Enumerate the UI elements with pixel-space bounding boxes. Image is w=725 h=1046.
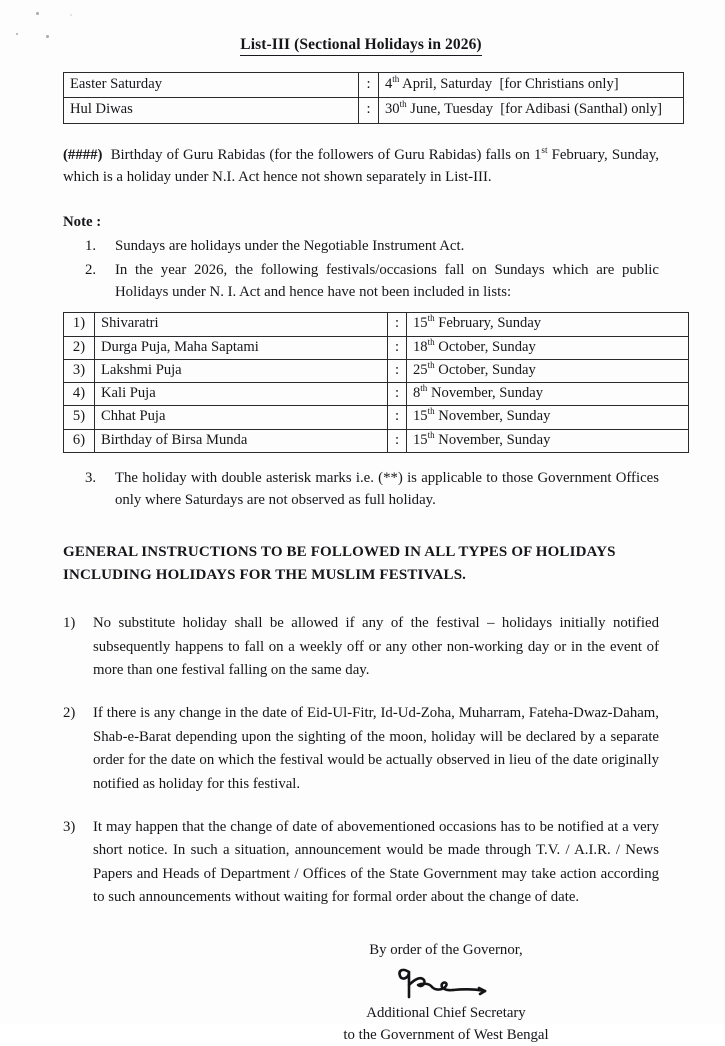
ordinal-suffix: th — [399, 99, 407, 110]
rabidas-note-paragraph — [63, 144, 659, 188]
by-order-line: By order of the Governor, — [369, 942, 523, 959]
table-row — [64, 406, 689, 429]
festival-name-cell: Durga Puja, Maha Saptami — [95, 336, 388, 359]
festival-name-cell: Lakshmi Puja — [95, 359, 388, 382]
scan-speck — [36, 12, 39, 15]
list-item-text: In the year 2026, the following festivals/occasions fall on Sundays which are public Holidays under N. I. Act and hence have not been included in lists: — [115, 262, 659, 301]
row-index-cell: 2) — [64, 336, 95, 359]
day-number: 15 — [413, 315, 428, 332]
ordinal-suffix: th — [427, 336, 435, 347]
colon-cell: : — [388, 313, 407, 336]
table-row — [64, 73, 684, 98]
row-index-cell: 6) — [64, 429, 95, 452]
row-index-cell: 3) — [64, 359, 95, 382]
rabidas-text-before: Birthday of Guru Rabidas (for the followers of Guru Rabidas) falls on 1 — [110, 146, 542, 163]
festival-name-cell: Kali Puja — [95, 383, 388, 406]
holiday-date-cell — [379, 73, 684, 98]
table-row — [64, 429, 689, 452]
day-number: 15 — [413, 431, 428, 448]
list-marker: 3. — [85, 469, 97, 486]
colon-cell: : — [388, 406, 407, 429]
row-index-cell: 4) — [64, 383, 95, 406]
colon-cell: : — [388, 359, 407, 382]
colon-cell: : — [388, 336, 407, 359]
day-number: 8 — [413, 385, 421, 402]
date-text: June, Tuesday — [406, 101, 493, 118]
holiday-date-cell — [379, 98, 684, 123]
list-item-text: If there is any change in the date of Eid-Ul-Fitr, Id-Ud-Zoha, Muharram, Fateha-Dwaz-Daham, Shab-e-Barat depending upon the sighting of the moon, holiday will be declared by a separate order for the date on which the festival would be actually observed in lieu of the date originally notified as holiday for this festival. — [93, 705, 659, 792]
heading-line-1: GENERAL INSTRUCTIONS TO BE FOLLOWED IN ALL TYPES OF HOLIDAYS — [63, 544, 616, 561]
list-marker: 2. — [85, 262, 97, 279]
list-item-text: The holiday with double asterisk marks i.e. (**) is applicable to those Government Offices only where Saturdays are not observed as full holiday. — [115, 469, 659, 509]
festival-name-cell: Chhat Puja — [95, 406, 388, 429]
date-text: November, Sunday — [434, 408, 551, 425]
list-item-text: Sundays are holidays under the Negotiable Instrument Act. — [115, 237, 465, 254]
ordinal-suffix: th — [427, 429, 435, 440]
table-row — [64, 313, 689, 336]
date-text: April, Saturday — [399, 76, 493, 92]
note-list — [63, 235, 659, 304]
day-number: 25 — [413, 361, 428, 378]
note-list-continued — [63, 467, 659, 511]
date-text: February, Sunday — [434, 315, 542, 332]
signature-mark — [233, 962, 659, 1002]
list-item — [85, 235, 659, 257]
ordinal-suffix: th — [420, 383, 428, 394]
list-item-text: It may happen that the change of date of abovementioned occasions has to be notified at a very short notice. In such a situation, announcement would be made through T.V. / A.I.R. / News Papers and Heads of Department / Offices of the State Government may take action according to such announcements without waiting for formal order about the change of date. — [93, 818, 659, 906]
signature-block — [63, 939, 659, 1046]
page-title-wrap — [63, 0, 659, 56]
row-index-cell: 5) — [64, 406, 95, 429]
list-item — [63, 816, 659, 910]
general-instructions-heading — [63, 541, 659, 586]
date-text: October, Sunday — [434, 361, 536, 378]
day-number: 4 — [385, 76, 393, 92]
colon-cell: : — [388, 429, 407, 452]
festival-date-cell — [407, 383, 689, 406]
holiday-note: [for Adibasi (Santhal) only] — [500, 101, 663, 118]
list-item — [63, 702, 659, 796]
list-item — [85, 467, 659, 511]
heading-line-2: INCLUDING HOLIDAYS FOR THE MUSLIM FESTIVALS. — [63, 566, 467, 583]
list-marker: 1. — [85, 237, 97, 254]
table-row — [64, 383, 689, 406]
table-row — [64, 98, 684, 123]
general-instructions-list — [63, 612, 659, 909]
signatory-designation: Additional Chief Secretary — [366, 1004, 526, 1021]
scan-speck — [16, 33, 18, 35]
list-item-text: No substitute holiday shall be allowed if any of the festival – holidays initially notified subsequently happens to fall on a weekly off or any other non-working day or in the event of more than one festival falling on the same day. — [93, 615, 659, 679]
rabidas-text-after: February, Sunday, which is a holiday under N.I. Act hence not shown separately in List-III. — [63, 146, 659, 185]
day-number: 15 — [413, 408, 428, 425]
page-title: List-III (Sectional Holidays in 2026) — [240, 36, 481, 56]
list-marker: 1) — [63, 615, 76, 632]
holiday-note: [for Christians only] — [499, 76, 619, 92]
festival-name-cell: Shivaratri — [95, 313, 388, 336]
date-text: October, Sunday — [434, 338, 536, 355]
ordinal-suffix: st — [541, 144, 548, 155]
note-label: Note : — [63, 213, 102, 230]
colon-cell: : — [359, 73, 379, 98]
signatory-authority: to the Government of West Bengal — [343, 1026, 549, 1043]
document-body — [63, 0, 663, 1046]
colon-cell: : — [388, 383, 407, 406]
table-row — [64, 359, 689, 382]
day-number: 30 — [385, 101, 400, 118]
ordinal-suffix: th — [427, 360, 435, 371]
scan-speck — [46, 35, 49, 38]
ordinal-suffix: th — [392, 74, 400, 85]
date-text: November, Sunday — [434, 431, 551, 448]
festival-date-cell — [407, 406, 689, 429]
date-text: November, Sunday — [427, 385, 544, 402]
sectional-holidays-table — [63, 72, 684, 124]
colon-cell: : — [359, 98, 379, 123]
list-item — [63, 612, 659, 682]
holiday-name-cell: Hul Diwas — [64, 98, 359, 123]
day-number: 18 — [413, 338, 428, 355]
table-row — [64, 336, 689, 359]
list-marker: 3) — [63, 818, 76, 835]
rabidas-marker: (####) — [63, 146, 103, 163]
list-item — [85, 259, 659, 303]
holiday-name-cell: Easter Saturday — [64, 73, 359, 98]
festival-name-cell: Birthday of Birsa Munda — [95, 429, 388, 452]
festival-date-cell — [407, 429, 689, 452]
festival-date-cell — [407, 313, 689, 336]
festival-date-cell — [407, 336, 689, 359]
festival-date-cell — [407, 359, 689, 382]
sunday-festivals-table — [63, 312, 689, 453]
ordinal-suffix: th — [427, 313, 435, 324]
row-index-cell: 1) — [64, 313, 95, 336]
ordinal-suffix: th — [427, 406, 435, 417]
list-marker: 2) — [63, 705, 76, 722]
